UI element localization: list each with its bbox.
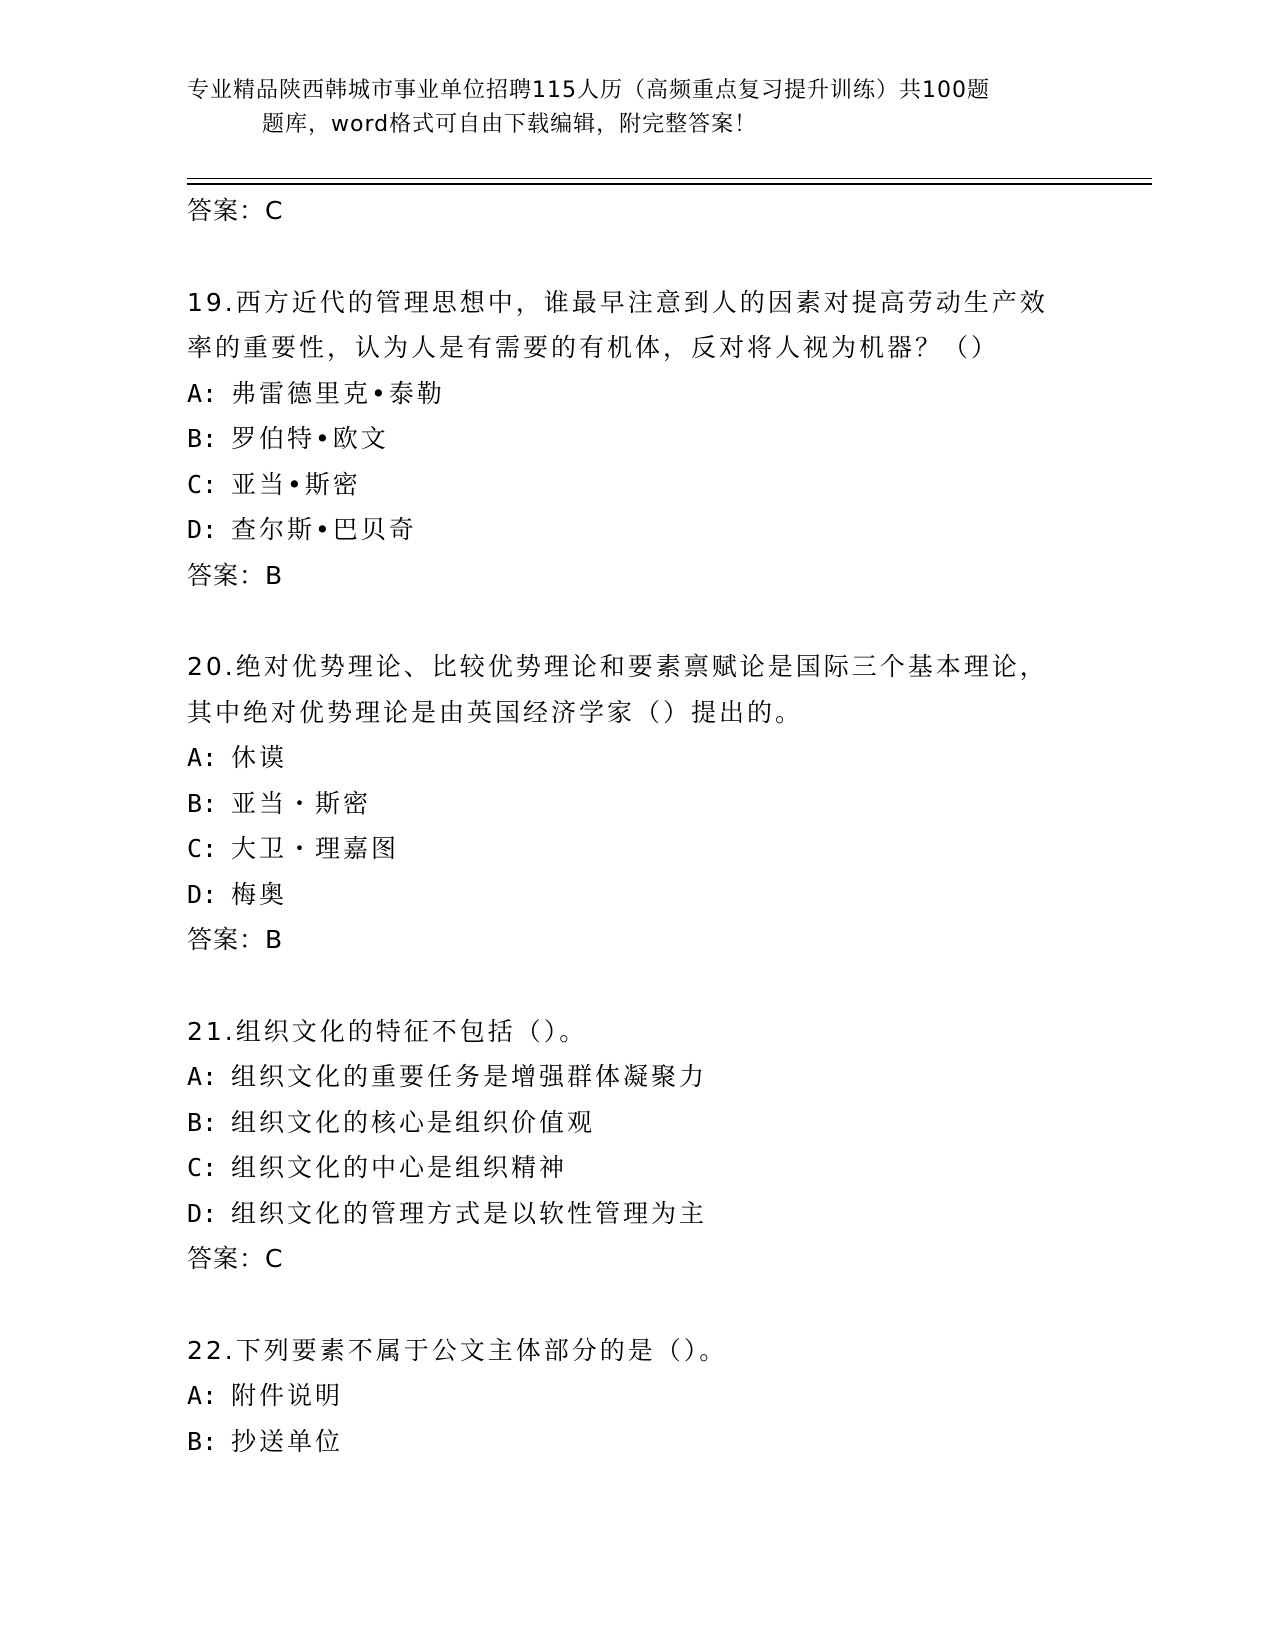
option-a [187, 1054, 1087, 1100]
option-text: 查尔斯•巴贝奇 [231, 515, 417, 544]
option-key: C: [187, 1153, 218, 1182]
option-key: C: [187, 469, 218, 499]
spacer [187, 963, 1087, 1009]
option-d [187, 872, 1087, 918]
answer-line: 答案：C [187, 196, 284, 225]
option-key: A: [187, 378, 218, 408]
page-header [187, 74, 1087, 142]
question-22 [187, 1328, 1087, 1465]
answer-line: 答案：B [187, 560, 284, 590]
header-title-line-1: 专业精品陕西韩城市事业单位招聘115人历（高频重点复习提升训练）共100题 [187, 78, 990, 103]
option-b [187, 1419, 1087, 1465]
option-c [187, 462, 1087, 508]
option-text: 亚当•斯密 [231, 469, 361, 499]
header-divider-thick [187, 183, 1152, 185]
spacer [187, 1282, 1087, 1328]
option-text: 弗雷德里克•泰勒 [231, 378, 445, 408]
question-21 [187, 1009, 1087, 1282]
answer-line: 答案：B [187, 925, 284, 954]
question-stem: 19.西方近代的管理思想中，谁最早注意到人的因素对提高劳动生产效 [187, 287, 1048, 317]
question-19 [187, 280, 1087, 599]
option-d [187, 507, 1087, 553]
option-key: B: [187, 1107, 218, 1137]
header-title-line-2: 题库，word格式可自由下载编辑，附完整答案！ [262, 112, 758, 137]
question-20 [187, 644, 1087, 963]
option-key: B: [187, 424, 218, 453]
option-text: 组织文化的中心是组织精神 [231, 1153, 568, 1182]
option-c [187, 1145, 1087, 1191]
option-key: B: [187, 788, 218, 818]
option-a [187, 735, 1087, 781]
answer-line: 答案：C [187, 1244, 284, 1273]
question-list [187, 188, 1087, 1464]
option-d [187, 1191, 1087, 1237]
spacer [187, 234, 1087, 280]
option-key: A: [187, 1381, 218, 1410]
option-b [187, 416, 1087, 462]
option-text: 组织文化的重要任务是增强群体凝聚力 [231, 1062, 708, 1091]
option-text: 梅奥 [231, 879, 288, 909]
question-stem: 率的重要性，认为人是有需要的有机体，反对将人视为机器？（） [187, 333, 1000, 362]
option-c [187, 826, 1087, 872]
option-a [187, 371, 1087, 417]
option-text: 罗伯特•欧文 [231, 424, 389, 453]
option-text: 亚当・斯密 [231, 788, 372, 818]
option-key: A: [187, 1062, 218, 1091]
option-text: 附件说明 [231, 1381, 344, 1410]
header-divider-thin [187, 178, 1152, 179]
option-text: 抄送单位 [231, 1426, 344, 1456]
option-b [187, 1100, 1087, 1146]
option-key: A: [187, 743, 218, 772]
question-stem: 其中绝对优势理论是由英国经济学家（）提出的。 [187, 697, 804, 727]
option-key: D: [187, 1198, 218, 1228]
question-stem: 21.组织文化的特征不包括（）。 [187, 1016, 588, 1046]
option-text: 休谟 [231, 743, 288, 772]
option-key: B: [187, 1426, 218, 1456]
option-text: 组织文化的管理方式是以软性管理为主 [231, 1198, 708, 1228]
option-b [187, 781, 1087, 827]
option-a [187, 1373, 1087, 1419]
option-text: 大卫・理嘉图 [231, 834, 400, 863]
option-text: 组织文化的核心是组织价值观 [231, 1107, 596, 1137]
option-key: D: [187, 515, 218, 544]
option-key: D: [187, 879, 218, 909]
spacer [187, 598, 1087, 644]
option-key: C: [187, 834, 218, 863]
question-stem: 22.下列要素不属于公文主体部分的是（）。 [187, 1335, 728, 1365]
question-stem: 20.绝对优势理论、比较优势理论和要素禀赋论是国际三个基本理论， [187, 652, 1048, 681]
